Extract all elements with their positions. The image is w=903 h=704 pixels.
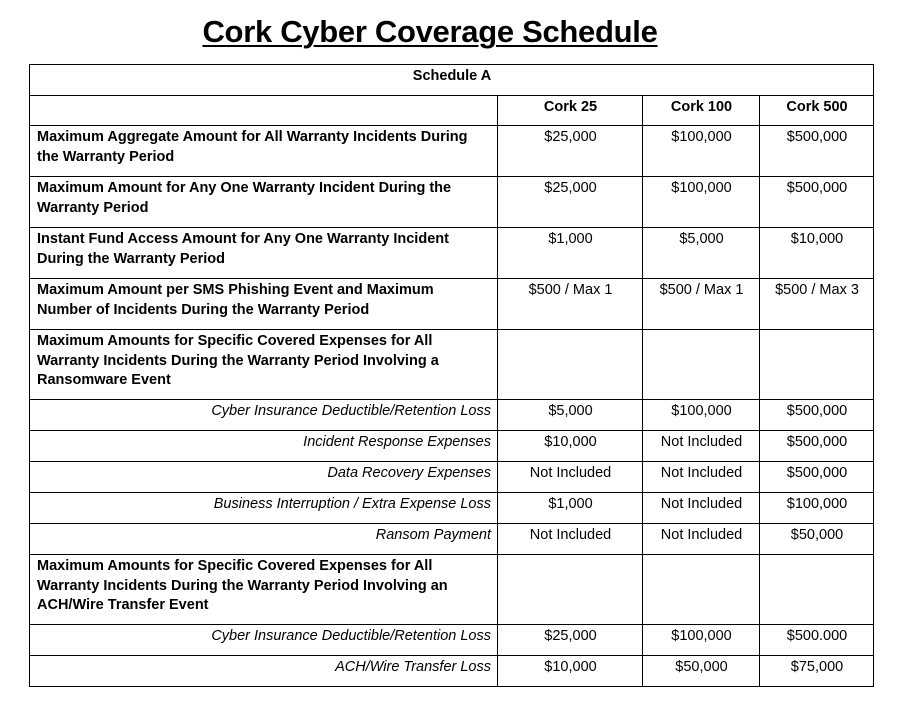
empty-cell xyxy=(760,555,874,625)
cell-value: $75,000 xyxy=(760,656,874,687)
cell-value: Not Included xyxy=(498,462,643,493)
cell-value: $10,000 xyxy=(498,431,643,462)
row-label: Maximum Aggregate Amount for All Warranty Incidents During the Warranty Period xyxy=(30,126,498,177)
cell-value: $500 / Max 1 xyxy=(498,279,643,330)
section-row-ransomware xyxy=(30,330,874,400)
schedule-caption-row xyxy=(30,65,874,96)
empty-cell xyxy=(760,330,874,400)
sub-row-label: Incident Response Expenses xyxy=(30,431,498,462)
column-header-cork-500: Cork 500 xyxy=(760,96,874,126)
empty-cell xyxy=(498,330,643,400)
table-row xyxy=(30,493,874,524)
table-row xyxy=(30,177,874,228)
cell-value: $500 / Max 3 xyxy=(760,279,874,330)
cell-value: $50,000 xyxy=(643,656,760,687)
section-label-ach: Maximum Amounts for Specific Covered Expenses for All Warranty Incidents During the Warranty Period Involving an ACH/Wire Transfer Event xyxy=(30,555,498,625)
sub-row-label: Ransom Payment xyxy=(30,524,498,555)
table-row xyxy=(30,524,874,555)
sub-row-label: Data Recovery Expenses xyxy=(30,462,498,493)
column-header-cork-25: Cork 25 xyxy=(498,96,643,126)
coverage-schedule-table xyxy=(29,64,874,687)
sub-row-label: Business Interruption / Extra Expense Loss xyxy=(30,493,498,524)
section-label-ransomware: Maximum Amounts for Specific Covered Expenses for All Warranty Incidents During the Warranty Period Involving a Ransomware Event xyxy=(30,330,498,400)
table-row xyxy=(30,656,874,687)
cell-value: $50,000 xyxy=(760,524,874,555)
table-row xyxy=(30,431,874,462)
cell-value: $100,000 xyxy=(643,177,760,228)
sub-row-label: Cyber Insurance Deductible/Retention Loss xyxy=(30,625,498,656)
sub-row-label: Cyber Insurance Deductible/Retention Loss xyxy=(30,400,498,431)
cell-value: $500,000 xyxy=(760,177,874,228)
cell-value: Not Included xyxy=(643,493,760,524)
cell-value: $500,000 xyxy=(760,462,874,493)
cell-value: $25,000 xyxy=(498,126,643,177)
column-header-cork-100: Cork 100 xyxy=(643,96,760,126)
cell-value: $25,000 xyxy=(498,625,643,656)
cell-value: $10,000 xyxy=(760,228,874,279)
column-header-row xyxy=(30,96,874,126)
empty-header-cell xyxy=(30,96,498,126)
cell-value: $500,000 xyxy=(760,431,874,462)
cell-value: $5,000 xyxy=(643,228,760,279)
table-row xyxy=(30,625,874,656)
section-row-ach xyxy=(30,555,874,625)
empty-cell xyxy=(498,555,643,625)
cell-value: $1,000 xyxy=(498,228,643,279)
cell-value: $100,000 xyxy=(643,400,760,431)
table-row xyxy=(30,400,874,431)
schedule-caption: Schedule A xyxy=(30,65,874,96)
sub-row-label: ACH/Wire Transfer Loss xyxy=(30,656,498,687)
empty-cell xyxy=(643,330,760,400)
table-row xyxy=(30,126,874,177)
cell-value: $1,000 xyxy=(498,493,643,524)
cell-value: $100,000 xyxy=(643,625,760,656)
cell-value: Not Included xyxy=(643,431,760,462)
document-title: Cork Cyber Coverage Schedule xyxy=(202,14,658,49)
cell-value: $500.000 xyxy=(760,625,874,656)
table-row xyxy=(30,279,874,330)
cell-value: Not Included xyxy=(498,524,643,555)
cell-value: $10,000 xyxy=(498,656,643,687)
cell-value: $500,000 xyxy=(760,126,874,177)
cell-value: Not Included xyxy=(643,462,760,493)
table-row xyxy=(30,462,874,493)
row-label: Maximum Amount per SMS Phishing Event and Maximum Number of Incidents During the Warranty Period xyxy=(30,279,498,330)
cell-value: $500,000 xyxy=(760,400,874,431)
row-label: Maximum Amount for Any One Warranty Incident During the Warranty Period xyxy=(30,177,498,228)
cell-value: $5,000 xyxy=(498,400,643,431)
cell-value: $100,000 xyxy=(643,126,760,177)
row-label: Instant Fund Access Amount for Any One Warranty Incident During the Warranty Period xyxy=(30,228,498,279)
empty-cell xyxy=(643,555,760,625)
cell-value: Not Included xyxy=(643,524,760,555)
cell-value: $500 / Max 1 xyxy=(643,279,760,330)
cell-value: $25,000 xyxy=(498,177,643,228)
table-row xyxy=(30,228,874,279)
cell-value: $100,000 xyxy=(760,493,874,524)
